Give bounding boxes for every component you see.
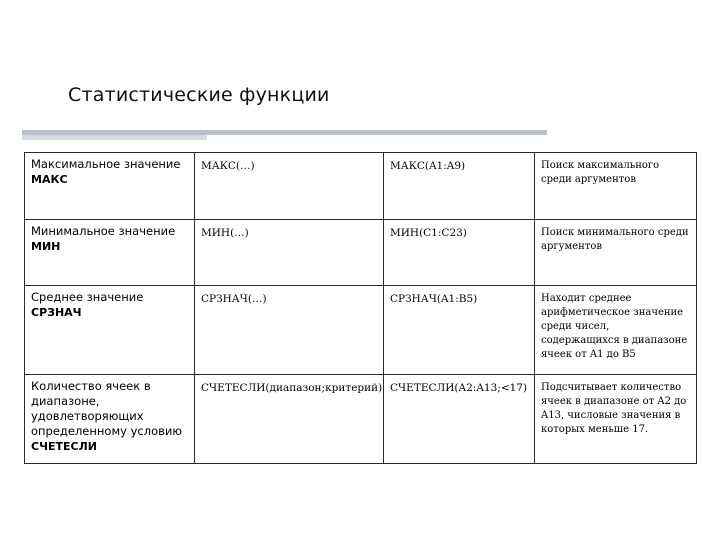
function-description-label: Минимальное значение	[31, 224, 176, 238]
syntax-cell: СЧЕТЕСЛИ(диапазон;критерий)	[195, 375, 384, 464]
example-cell: МАКС(A1:A9)	[384, 153, 535, 220]
function-name-cell	[25, 153, 195, 220]
description-cell: Находит среднее арифметическое значение среди чисел, содержащихся в диапазоне ячеек от A1 до B5	[535, 286, 697, 375]
table-row	[25, 220, 697, 286]
description-cell: Подсчитывает количество ячеек в диапазоне от A2 до A13, числовые значения в которых меньше 17.	[535, 375, 697, 464]
example-cell: СРЗНАЧ(A1:B5)	[384, 286, 535, 375]
function-description-label: Среднее значение	[31, 290, 144, 304]
function-name-cell	[25, 220, 195, 286]
description-cell: Поиск максимального среди аргументов	[535, 153, 697, 220]
function-name-cell	[25, 375, 195, 464]
syntax-cell: СРЗНАЧ(…)	[195, 286, 384, 375]
function-keyword: МАКС	[31, 173, 68, 186]
syntax-cell: МИН(…)	[195, 220, 384, 286]
function-description-label: Максимальное значение	[31, 157, 181, 171]
description-cell: Поиск минимального среди аргументов	[535, 220, 697, 286]
title-underline-accent	[22, 135, 207, 140]
function-keyword: МИН	[31, 240, 61, 253]
example-cell: СЧЕТЕСЛИ(A2:A13;<17)	[384, 375, 535, 464]
table-row	[25, 153, 697, 220]
function-name-cell	[25, 286, 195, 375]
function-keyword: СРЗНАЧ	[31, 306, 82, 319]
slide-title: Статистические функции	[68, 84, 330, 106]
table-row	[25, 375, 697, 464]
function-keyword: СЧЕТЕСЛИ	[31, 440, 97, 453]
example-cell: МИН(C1:C23)	[384, 220, 535, 286]
functions-table	[24, 152, 697, 464]
table-row	[25, 286, 697, 375]
function-description-label: Количество ячеек в диапазоне, удовлетворяющих определенному условию	[31, 379, 183, 438]
syntax-cell: МАКС(…)	[195, 153, 384, 220]
